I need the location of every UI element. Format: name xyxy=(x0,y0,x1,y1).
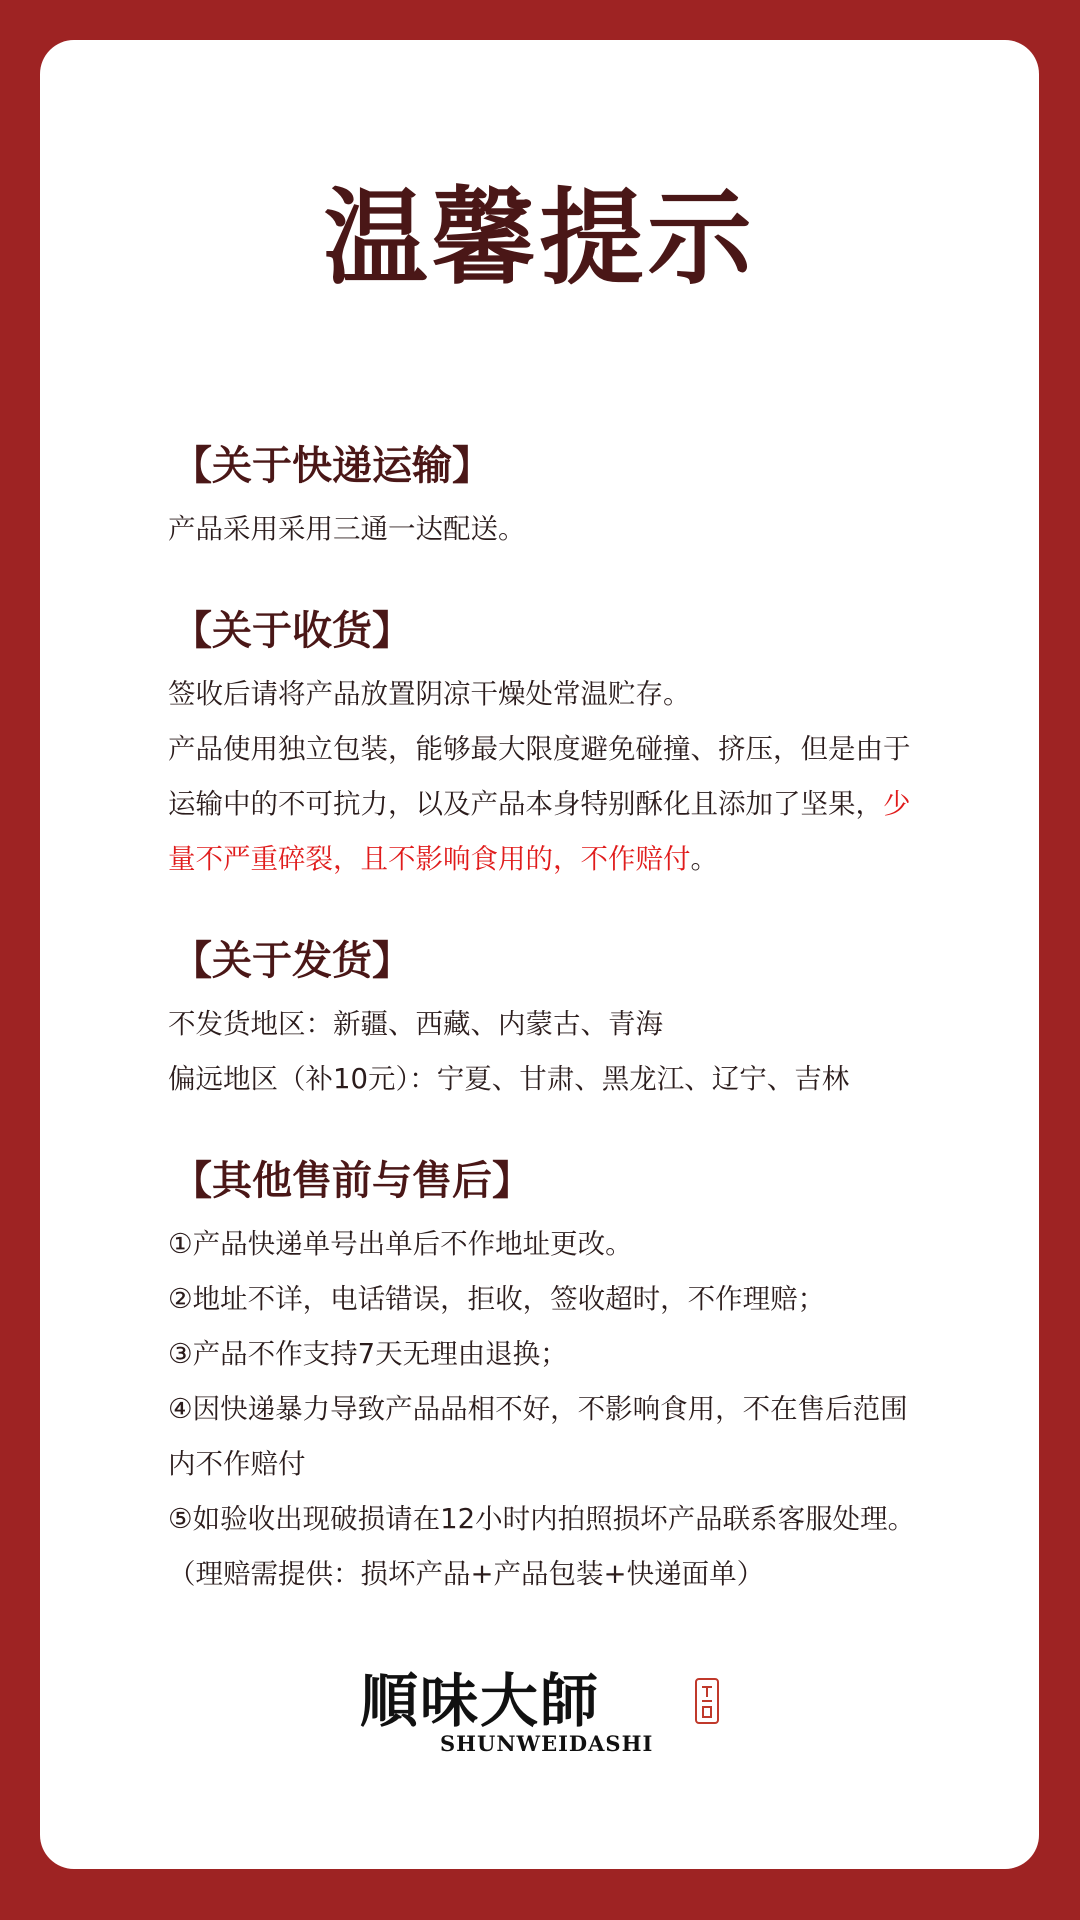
section-shipping-transport xyxy=(168,436,988,557)
logo-subtitle: SHUNWEIDASHI xyxy=(440,1731,654,1756)
page-title: 温馨提示 xyxy=(323,176,756,299)
section-heading: 【其他售前与售后】 xyxy=(172,1158,532,1204)
brand-logo xyxy=(360,1669,720,1765)
text-line: ③产品不作支持7天无理由退换； xyxy=(168,1338,568,1370)
text-line: 产品使用独立包装，能够最大限度避免碰撞、挤压，但是由于 xyxy=(168,733,911,765)
text-line: 不发货地区：新疆、西藏、内蒙古、青海 xyxy=(168,1008,663,1040)
warning-text: 量不严重碎裂，且不影响食用的，不作赔付 xyxy=(168,843,691,875)
notice-content xyxy=(168,436,988,1602)
section-dispatch xyxy=(168,931,988,1107)
section-after-sales xyxy=(168,1151,988,1602)
section-heading: 【关于收货】 xyxy=(172,608,412,654)
section-receiving xyxy=(168,601,988,887)
warning-text: 少 xyxy=(883,788,911,820)
text-line-part: 运输中的不可抗力，以及产品本身特别酥化且添加了坚果， xyxy=(168,788,883,820)
text-line xyxy=(168,832,988,887)
section-heading: 【关于快递运输】 xyxy=(172,443,492,489)
text-line: 签收后请将产品放置阴凉干燥处常温贮存。 xyxy=(168,678,691,710)
text-line: （理赔需提供：损坏产品+产品包装+快递面单） xyxy=(168,1558,765,1590)
logo-wordmark: 順味大師 xyxy=(360,1667,601,1735)
section-heading: 【关于发货】 xyxy=(172,938,412,984)
text-line: ⑤如验收出现破损请在12小时内拍照损坏产品联系客服处理。 xyxy=(168,1503,916,1535)
text-line: 产品采用采用三通一达配送。 xyxy=(168,513,526,545)
text-line xyxy=(168,777,988,832)
seal-icon xyxy=(694,1677,720,1725)
text-line: ④因快递暴力导致产品品相不好，不影响食用，不在售后范围 xyxy=(168,1393,908,1425)
text-line: ②地址不详，电话错误，拒收，签收超时，不作理赔； xyxy=(168,1283,826,1315)
text-line: ①产品快递单号出单后不作地址更改。 xyxy=(168,1228,633,1260)
notice-card xyxy=(40,40,1039,1869)
text-line-part: 。 xyxy=(690,843,718,875)
text-line: 内不作赔付 xyxy=(168,1448,306,1480)
text-line: 偏远地区（补10元）：宁夏、甘肃、黑龙江、辽宁、吉林 xyxy=(168,1063,850,1095)
